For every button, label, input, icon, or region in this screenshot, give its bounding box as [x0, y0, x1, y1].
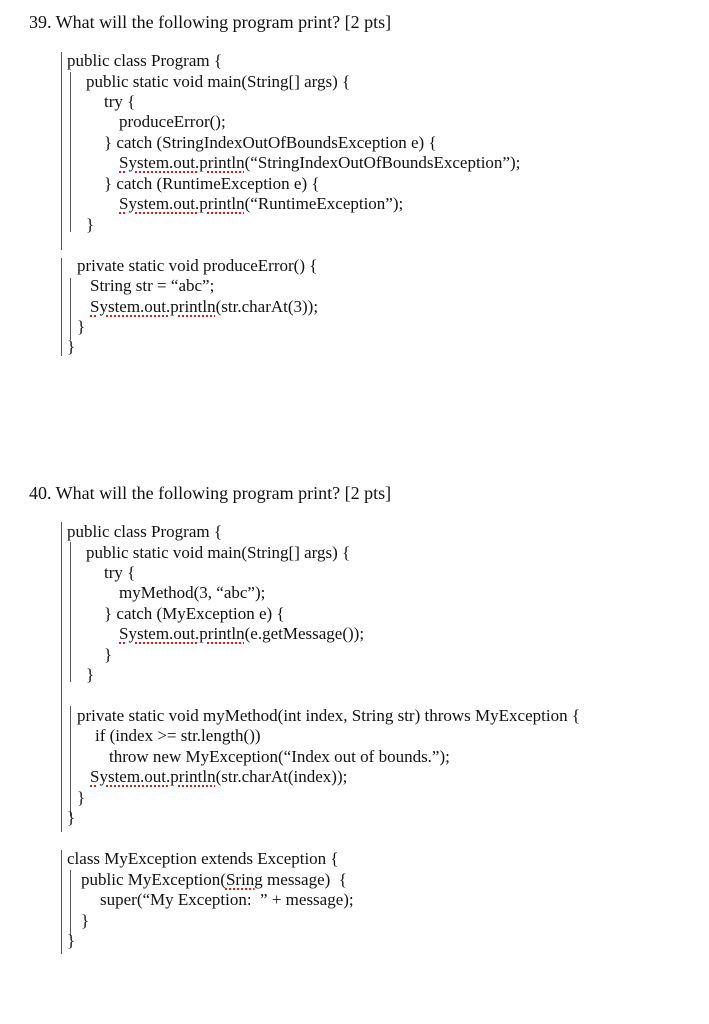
code-line: super(“My Exception: ” + message); — [100, 890, 354, 909]
indent-guide — [61, 52, 62, 250]
code-text: message) { — [262, 870, 347, 889]
code-line: } — [86, 215, 95, 234]
code-line — [119, 624, 364, 644]
spellcheck-underline: System.out.println — [119, 194, 245, 213]
code-line: public static void main(String[] args) { — [86, 72, 351, 91]
code-line: } — [81, 911, 90, 930]
spellcheck-underline: System.out.println — [119, 624, 245, 643]
indent-guide — [70, 542, 71, 682]
indent-guide — [61, 522, 62, 832]
code-line — [90, 767, 347, 787]
code-line: private static void myMethod(int index, String str) throws MyException { — [77, 706, 580, 725]
code-line: throw new MyException(“Index out of bounds.”); — [109, 747, 450, 766]
code-text: (e.getMessage()); — [244, 624, 365, 643]
code-line: } catch (StringIndexOutOfBoundsException e) { — [104, 133, 437, 152]
code-line: private static void produceError() { — [77, 256, 318, 275]
code-line: } — [86, 665, 95, 684]
code-text: (“StringIndexOutOfBoundsException”); — [244, 153, 521, 172]
code-line: } — [67, 931, 76, 950]
code-line: } — [77, 317, 86, 336]
code-line: } catch (MyException e) { — [104, 604, 285, 623]
code-line: } — [104, 645, 113, 664]
indent-guide — [70, 706, 71, 816]
code-line: } catch (RuntimeException e) { — [104, 174, 320, 193]
code-line — [119, 153, 520, 173]
code-line: public class Program { — [67, 522, 222, 541]
indent-guide — [70, 278, 71, 340]
code-line: public class Program { — [67, 51, 222, 70]
code-line: } — [67, 337, 76, 356]
code-line: public static void main(String[] args) { — [86, 543, 351, 562]
spellcheck-underline: Sring — [225, 870, 263, 889]
code-text: (str.charAt(3)); — [215, 297, 319, 316]
code-text: public MyException( — [81, 870, 226, 889]
code-line: if (index >= str.length()) — [95, 726, 261, 745]
indent-guide — [70, 72, 71, 232]
code-line: myMethod(3, “abc”); — [119, 583, 266, 602]
code-line: } — [67, 808, 76, 827]
code-line: } — [77, 788, 86, 807]
indent-guide — [61, 850, 62, 954]
spellcheck-underline: System.out.println — [119, 153, 245, 172]
question-39-title: 39. What will the following program print? [2 pts] — [29, 12, 392, 32]
code-line: try { — [104, 563, 136, 582]
indent-guide — [70, 870, 71, 936]
code-text: (“RuntimeException”); — [244, 194, 404, 213]
question-40-title: 40. What will the following program print? [2 pts] — [29, 483, 392, 503]
spellcheck-underline: System.out.println — [90, 767, 216, 786]
code-line: String str = “abc”; — [90, 276, 215, 295]
code-line: class MyException extends Exception { — [67, 849, 339, 868]
code-line — [90, 297, 318, 317]
code-line — [81, 870, 347, 890]
spellcheck-underline: System.out.println — [90, 297, 216, 316]
indent-guide — [61, 258, 62, 356]
code-line — [119, 194, 403, 214]
code-text: (str.charAt(index)); — [215, 767, 348, 786]
code-line: produceError(); — [119, 112, 226, 131]
code-line: try { — [104, 92, 136, 111]
